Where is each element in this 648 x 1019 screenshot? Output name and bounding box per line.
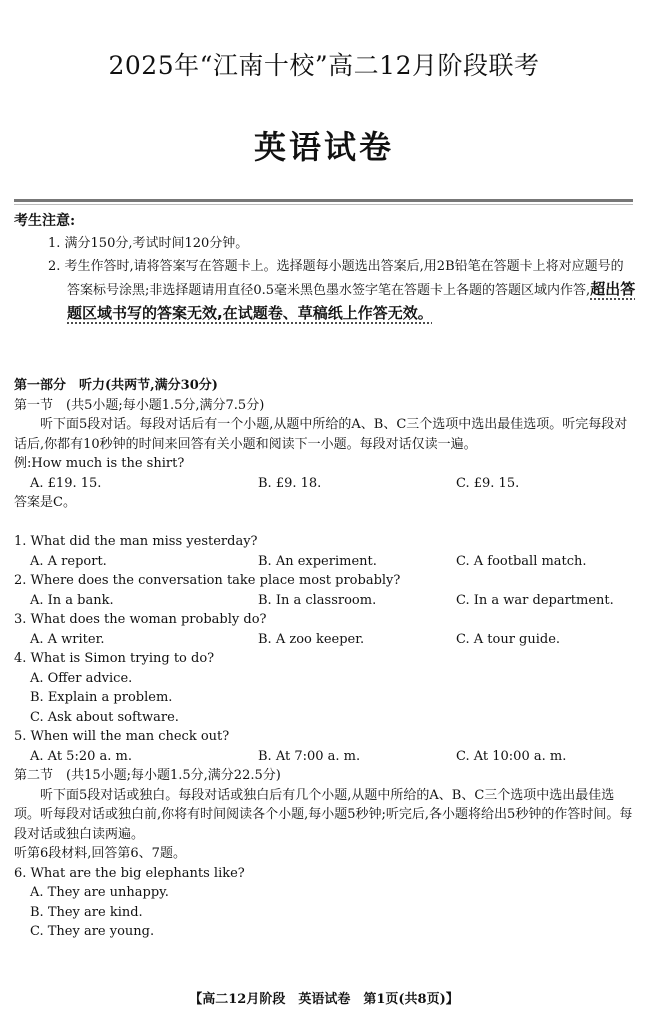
question-5: 5. When will the man check out?	[14, 729, 230, 744]
exam-body	[14, 376, 636, 942]
option-c: C. £9. 15.	[456, 475, 520, 491]
question-4: 4. What is Simon trying to do?	[14, 651, 215, 666]
notice-heading: 考生注意:	[14, 213, 76, 229]
notice-item-2-emphasis: 超出答题区域书写的答案无效,在试题卷、草稿纸上作答无效。	[67, 280, 636, 322]
option-b: B. They are kind.	[30, 904, 143, 920]
option-c: C. In a war department.	[456, 592, 614, 608]
option-b: B. In a classroom.	[258, 592, 377, 608]
notice-block	[48, 232, 636, 326]
subject-title: 英语试卷	[253, 128, 394, 166]
section1-heading: 第一节 (共5小题;每小题1.5分,满分7.5分)	[14, 397, 265, 413]
example-options	[14, 474, 636, 494]
question-2-options	[14, 591, 636, 611]
notice-item-1: 1. 满分150分,考试时间120分钟。	[48, 236, 249, 251]
notice-item-2	[48, 255, 636, 326]
question-3: 3. What does the woman probably do?	[14, 612, 267, 627]
option-c: C. At 10:00 a. m.	[456, 748, 567, 764]
option-a: A. £19. 15.	[30, 475, 102, 491]
question-6: 6. What are the big elephants like?	[14, 865, 245, 881]
example-question: 例:How much is the shirt?	[14, 456, 185, 471]
section2-heading: 第二节 (共15小题;每小题1.5分,满分22.5分)	[14, 768, 281, 783]
option-b: B. £9. 18.	[258, 475, 322, 491]
material-6-note: 听第6段材料,回答第6、7题。	[14, 846, 186, 861]
question-2: 2. Where does the conversation take place most probably?	[14, 573, 401, 588]
example-answer: 答案是C。	[14, 495, 76, 510]
option-a: A. A report.	[30, 553, 107, 569]
section1-instructions: 听下面5段对话。每段对话后有一个小题,从题中所给的A、B、C三个选项中选出最佳选项。听完每段对话后,你都有10秒钟的时间来回答有关小题和阅读下一小题。每段对话仅读一遍。	[14, 417, 628, 452]
option-a: A. They are unhappy.	[30, 885, 169, 900]
option-b: B. Explain a problem.	[30, 690, 173, 705]
option-a: A. A writer.	[30, 631, 105, 647]
option-b: B. A zoo keeper.	[258, 631, 365, 647]
part1-heading: 第一部分 听力(共两节,满分30分)	[14, 378, 218, 393]
divider	[14, 199, 633, 202]
exam-title: 2025年“江南十校”高二12月阶段联考	[108, 51, 540, 80]
option-b: B. An experiment.	[258, 553, 377, 569]
question-5-options	[14, 747, 636, 767]
option-a: A. Offer advice.	[30, 670, 133, 686]
option-c: C. A football match.	[456, 553, 587, 569]
section2-instructions: 听下面5段对话或独白。每段对话或独白后有几个小题,从题中所给的A、B、C三个选项中选出最佳选项。听每段对话或独白前,你将有时间阅读各个小题,每小题5秒钟;听完后,各小题将给出5秒钟的作答时间。每段对话或独白读两遍。	[14, 787, 633, 842]
option-a: A. In a bank.	[30, 592, 114, 608]
question-3-options	[14, 630, 636, 650]
question-1: 1. What did the man miss yesterday?	[14, 534, 258, 549]
page-footer: 【高二12月阶段 英语试卷 第1页(共8页)】	[189, 992, 459, 1007]
option-c: C. Ask about software.	[30, 709, 179, 725]
option-c: C. A tour guide.	[456, 631, 561, 647]
question-1-options	[14, 552, 636, 572]
option-a: A. At 5:20 a. m.	[30, 748, 132, 764]
divider-thin	[14, 204, 633, 205]
notice-item-2-text: 2. 考生作答时,请将答案写在答题卡上。选择题每小题选出答案后,用2B铅笔在答题卡上将对应题号的答案标号涂黑;非选择题请用直径0.5毫米黑色墨水签字笔在答题卡上各题的答题区域内作答,	[48, 259, 624, 298]
option-c: C. They are young.	[30, 924, 155, 939]
option-b: B. At 7:00 a. m.	[258, 748, 361, 764]
